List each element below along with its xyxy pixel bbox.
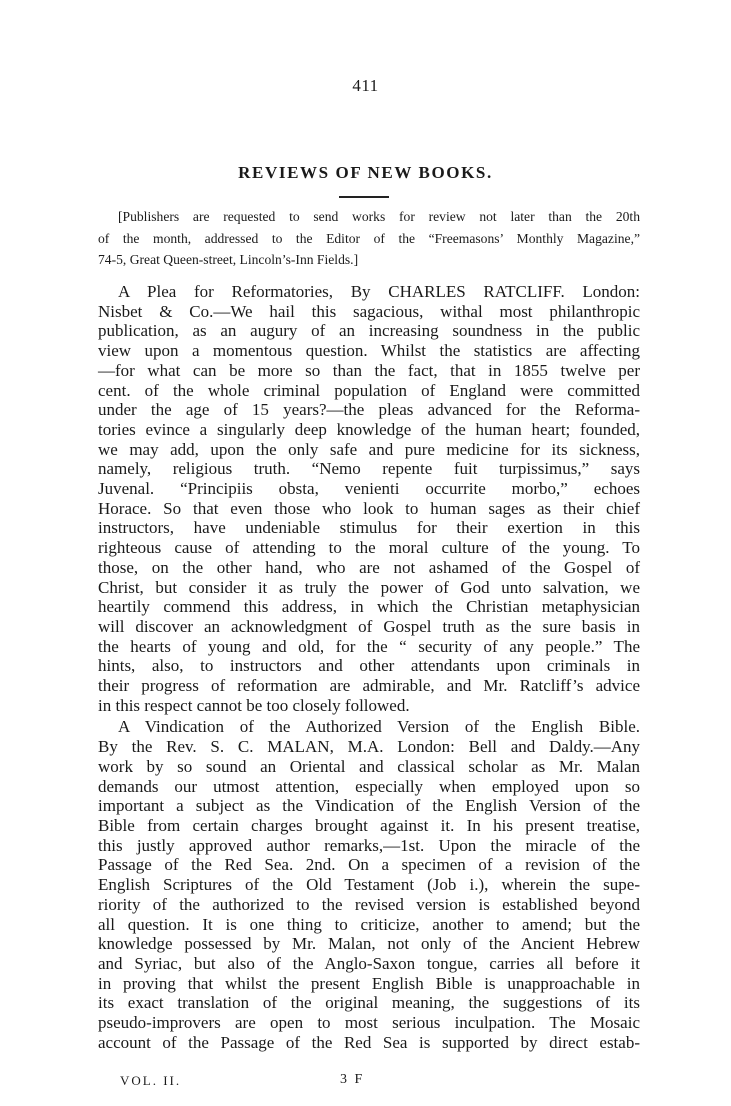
review-line: we may add, upon the only safe and pure medicine for its sickness,: [98, 439, 640, 459]
review-line: and Syriac, but also of the Anglo-Saxon tongue, carries all before it: [98, 953, 640, 973]
notice-line: 74-5, Great Queen-street, Lincoln’s-Inn Fields.]: [98, 252, 359, 268]
review-line: this justly approved author remarks,—1st. Upon the miracle of the: [98, 835, 640, 855]
review-vindication-authorized-version: [98, 717, 640, 1052]
notice-line: [Publishers are requested to send works for review not later than the 20th: [118, 209, 640, 224]
review-line: under the age of 15 years?—the pleas advanced for the Reforma-: [98, 400, 640, 420]
review-line: all question. It is one thing to criticize, another to amend; but the: [98, 914, 640, 934]
review-line: Horace. So that even those who look to human sages as their chief: [98, 498, 640, 518]
review-line: —for what can be more so than the fact, that in 1855 twelve per: [98, 360, 640, 380]
review-line: the hearts of young and old, for the “ security of any people.” The: [98, 636, 640, 656]
footer-volume: VOL. II.: [120, 1073, 182, 1088]
review-line: Christ, but consider it as truly the power of God unto salvation, we: [98, 577, 640, 597]
review-line: in this respect cannot be too closely followed.: [98, 695, 410, 715]
review-line: riority of the authorized to the revised version is established beyond: [98, 894, 640, 914]
review-line: its exact translation of the original meaning, the suggestions of its: [98, 993, 640, 1013]
review-line: in proving that whilst the present English Bible is unapproachable in: [98, 973, 640, 993]
review-line: knowledge possessed by Mr. Malan, not only of the Ancient Hebrew: [98, 934, 640, 954]
review-line: By the Rev. S. C. MALAN, M.A. London: Bell and Daldy.—Any: [98, 737, 640, 757]
review-line: cent. of the whole criminal population of England were committed: [98, 380, 640, 400]
publishers-notice: [98, 206, 640, 271]
review-plea-for-reformatories: [98, 282, 640, 715]
review-line: instructors, have undeniable stimulus for their exertion in this: [98, 518, 640, 538]
review-line: Nisbet & Co.—We hail this sagacious, withal most philanthropic: [98, 301, 640, 321]
review-line: important a subject as the Vindication of the English Version of the: [98, 796, 640, 816]
review-line: Bible from certain charges brought against it. In his present treatise,: [98, 815, 640, 835]
review-line: will discover an acknowledgment of Gospel truth as the sure basis in: [98, 616, 640, 636]
review-line: A Plea for Reformatories, By CHARLES RATCLIFF. London:: [118, 282, 640, 301]
section-heading: REVIEWS OF NEW BOOKS.: [238, 163, 493, 182]
review-line: those, on the other hand, who are not ashamed of the Gospel of: [98, 557, 640, 577]
review-line: work by so sound an Oriental and classical scholar as Mr. Malan: [98, 756, 640, 776]
review-line: demands our utmost attention, especially when employed upon so: [98, 776, 640, 796]
review-line: hints, also, to instructors and other attendants upon criminals in: [98, 656, 640, 676]
review-text: [98, 282, 640, 1052]
review-line: account of the Passage of the Red Sea is supported by direct estab-: [98, 1032, 640, 1052]
review-line: Passage of the Red Sea. 2nd. On a specimen of a revision of the: [98, 855, 640, 875]
heading-rule: [339, 196, 389, 198]
review-line: English Scriptures of the Old Testament (Job i.), wherein the supe-: [98, 875, 640, 895]
review-line: heartily commend this address, in which the Christian metaphysician: [98, 597, 640, 617]
page-number: 411: [352, 76, 379, 95]
footer-signature-mark: 3 F: [340, 1072, 365, 1087]
review-line: their progress of reformation are admirable, and Mr. Ratcliff’s advice: [98, 676, 640, 696]
review-line: A Vindication of the Authorized Version of the English Bible.: [118, 717, 640, 737]
review-line: publication, as an augury of an increasing soundness in the public: [98, 321, 640, 341]
review-line: pseudo-improvers are open to most serious inculpation. The Mosaic: [98, 1013, 640, 1033]
review-line: righteous cause of attending to the moral culture of the young. To: [98, 538, 640, 558]
notice-line: of the month, addressed to the Editor of the “Freemasons’ Monthly Magazine,”: [98, 230, 640, 246]
review-line: namely, religious truth. “Nemo repente fuit turpissimus,” says: [98, 459, 640, 479]
review-line: view upon a momentous question. Whilst the statistics are affecting: [98, 341, 640, 361]
review-line: tories evince a singularly deep knowledge of the human heart; founded,: [98, 419, 640, 439]
review-line: Juvenal. “Principiis obsta, venienti occurrite morbo,” echoes: [98, 479, 640, 499]
